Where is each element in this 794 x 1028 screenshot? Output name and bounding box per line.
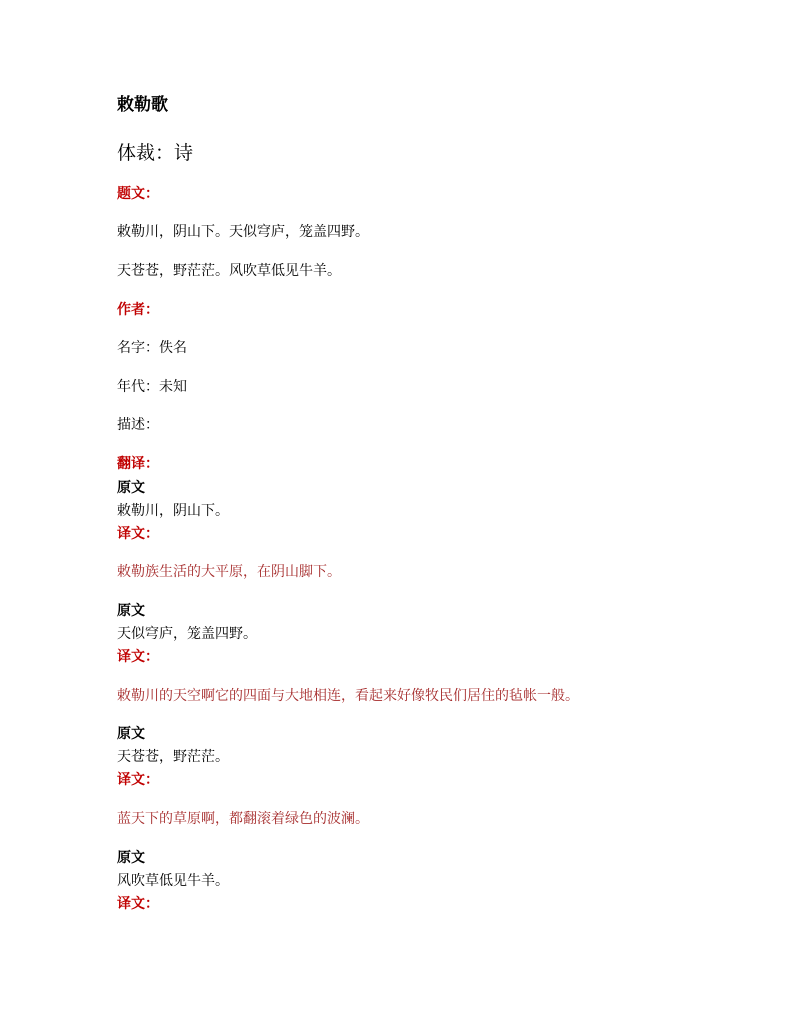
translation-label: 翻译： (117, 456, 159, 472)
poem-text-label: 题文： (117, 186, 159, 202)
original-label-4: 原文 (117, 850, 145, 866)
translation-label-3: 译文： (117, 772, 159, 788)
translation-text-3: 蓝天下的草原啊，都翻滚着绿色的波澜。 (117, 811, 369, 827)
original-text-2: 天似穹庐，笼盖四野。 (117, 626, 257, 642)
translation-label-2: 译文： (117, 649, 159, 665)
original-label-2: 原文 (117, 603, 145, 619)
original-label-1: 原文 (117, 480, 145, 496)
author-name: 名字：佚名 (117, 340, 187, 356)
original-text-3: 天苍苍，野茫茫。 (117, 749, 229, 765)
author-era: 年代：未知 (117, 379, 187, 395)
translation-text-2: 敕勒川的天空啊它的四面与大地相连，看起来好像牧民们居住的毡帐一般。 (117, 688, 579, 704)
original-text-1: 敕勒川，阴山下。 (117, 503, 229, 519)
original-text-4: 风吹草低见牛羊。 (117, 873, 229, 889)
genre-line: 体裁：诗 (117, 142, 194, 164)
author-label: 作者： (117, 302, 159, 318)
translation-label-4: 译文： (117, 896, 159, 912)
translation-label-1: 译文： (117, 526, 159, 542)
poem-title: 敕勒歌 (117, 95, 168, 115)
poem-line-1: 敕勒川，阴山下。天似穹庐，笼盖四野。 (117, 224, 369, 240)
poem-line-2: 天苍苍，野茫茫。风吹草低见牛羊。 (117, 263, 341, 279)
author-description: 描述： (117, 417, 159, 433)
original-label-3: 原文 (117, 726, 145, 742)
translation-text-1: 敕勒族生活的大平原，在阴山脚下。 (117, 564, 341, 580)
